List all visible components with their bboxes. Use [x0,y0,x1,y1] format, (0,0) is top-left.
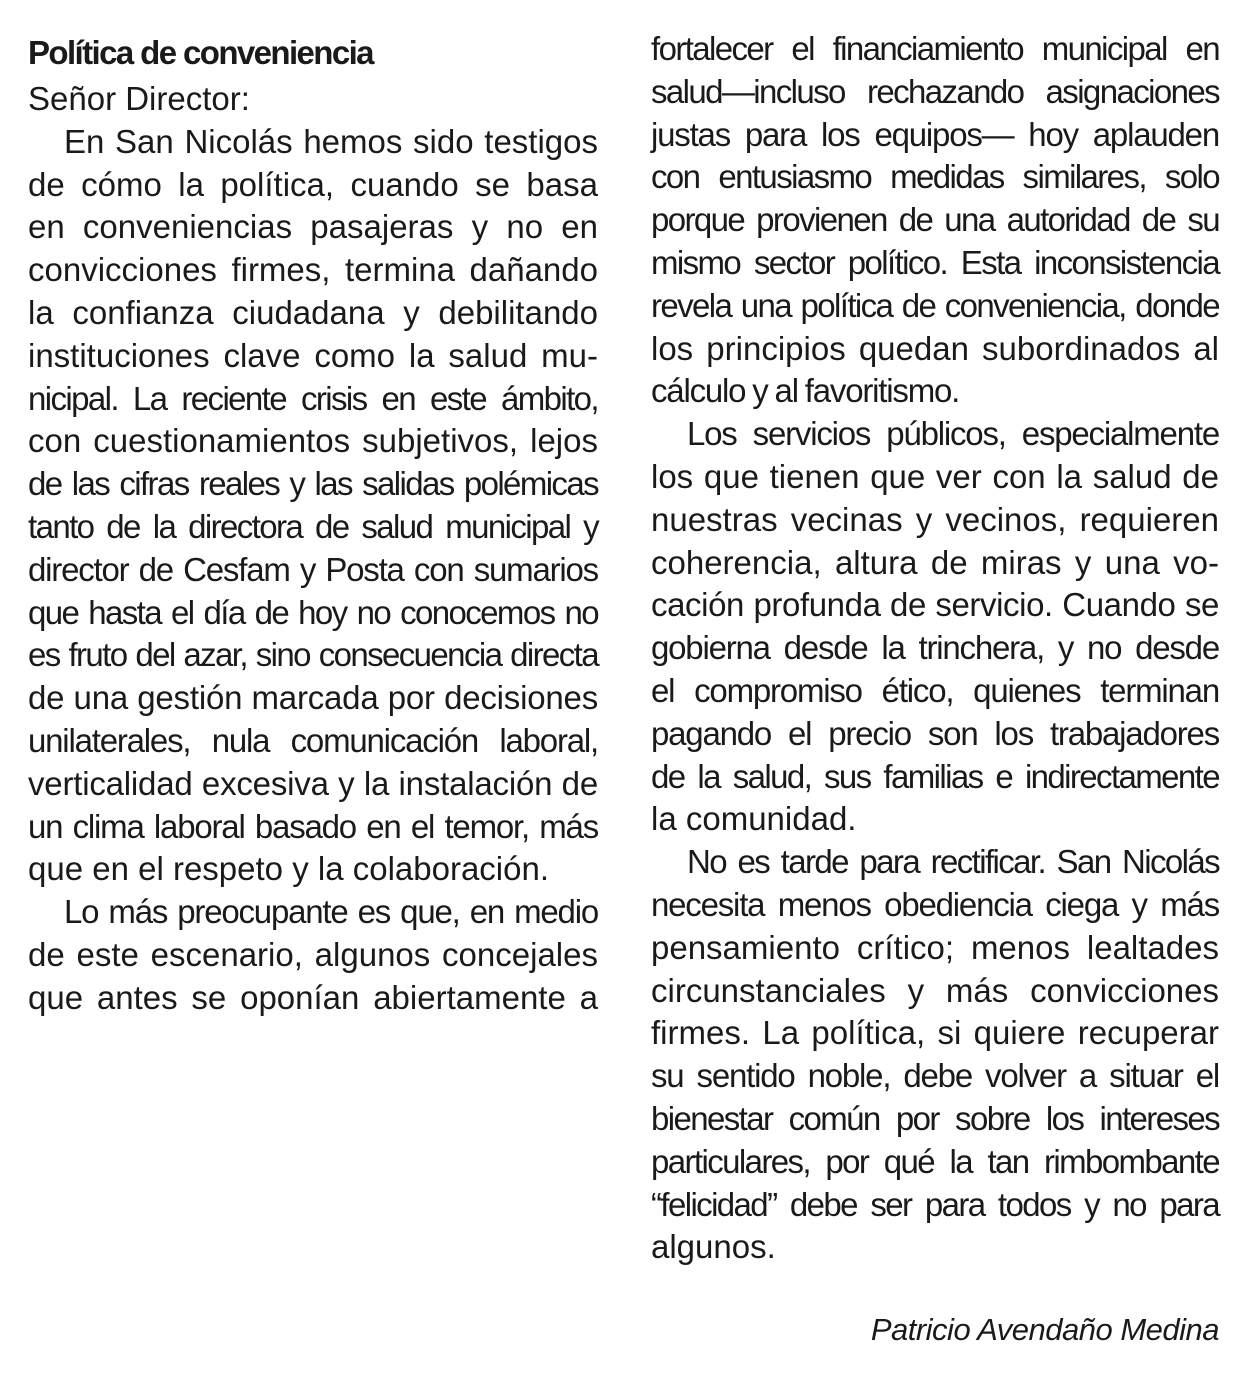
text-line: pensamiento crítico; menos lealtades [651,928,1219,966]
text-line: unilaterales, nula comunicación laboral, [28,721,598,759]
text-line: Los servicios públicos, especialmente [687,415,1219,453]
signature: Patricio Avendaño Medina [870,1312,1219,1347]
text-line: verticalidad excesiva y la instalación de [28,764,598,802]
text-line: de las cifras reales y las salidas polémicas [28,465,598,503]
text-line: tanto de la directora de salud municipal y [28,507,598,545]
text-line: firmes. La política, si quiere recuperar [651,1014,1219,1052]
text-line: que en el respeto y la colaboración. [28,850,550,888]
text-line: necesita menos obediencia ciega y más [651,885,1219,923]
text-line: su sentido noble, debe volver a situar el [651,1057,1219,1095]
text-line: nuestras vecinas y vecinos, requieren [651,500,1219,538]
text-line: convicciones firmes, termina dañando [28,251,598,289]
text-line: con cuestionamientos subjetivos, lejos [28,422,598,460]
text-line: instituciones clave como la salud mu- [28,336,598,374]
text-line: nicipal. La reciente crisis en este ámbito, [28,379,598,417]
text-line: porque provienen de una autoridad de su [651,201,1219,239]
text-line: pagando el precio son los trabajadores [651,714,1219,752]
text-line: es fruto del azar, sino consecuencia directa [28,636,598,674]
text-line: los que tienen que ver con la salud de [651,457,1219,495]
text-line: Lo más preocupante es que, en medio [64,893,598,931]
text-line: con entusiasmo medidas similares, solo [651,158,1219,196]
text-line: la confianza ciudadana y debilitando [28,293,598,331]
text-line: cálculo y al favoritismo. [651,372,960,410]
text-line: de cómo la política, cuando se basa [28,165,598,203]
salutation: Señor Director: [28,80,250,117]
text-line: No es tarde para rectificar. San Nicolás [687,843,1219,881]
text-line: salud—incluso rechazando asignaciones [651,72,1219,110]
text-line: en conveniencias pasajeras y no en [28,208,598,246]
text-line: algunos. [651,1228,776,1266]
text-line: En San Nicolás hemos sido testigos [64,122,598,160]
text-line: de este escenario, algunos concejales [28,935,598,973]
text-line: gobierna desde la trinchera, y no desde [651,629,1219,667]
text-line: la comunidad. [651,800,857,838]
text-line: que hasta el día de hoy no conocemos no [28,593,598,631]
text-line: “felicidad” debe ser para todos y no para [651,1185,1219,1223]
text-line: fortalecer el financiamiento municipal en [651,30,1219,67]
text-line: un clima laboral basado en el temor, más [28,807,598,845]
text-line: revela una política de conveniencia, donde [651,286,1219,324]
text-line: director de Cesfam y Posta con sumarios [28,550,598,588]
text-line: de la salud, sus familias e indirectamente [651,757,1219,795]
text-line: de una gestión marcada por decisiones [28,679,598,717]
text-line: mismo sector político. Esta inconsistencia [651,243,1219,281]
text-line: el compromiso ético, quienes terminan [651,671,1219,709]
text-line: cación profunda de servicio. Cuando se [651,586,1219,624]
text-line: justas para los equipos— hoy aplauden [651,115,1219,153]
right-column [651,28,1219,1269]
text-line: que antes se oponían abiertamente a [28,978,598,1016]
text-line: bienestar común por sobre los intereses [651,1099,1219,1137]
text-line: coherencia, altura de miras y una vo- [651,543,1219,581]
text-line: particulares, por qué la tan rimbombante [651,1142,1219,1180]
text-line: los principios quedan subordinados al [651,329,1219,367]
left-column [28,28,598,1020]
letter-title: Política de conveniencia [28,34,373,71]
text-line: circunstanciales y más convicciones [651,971,1219,1009]
